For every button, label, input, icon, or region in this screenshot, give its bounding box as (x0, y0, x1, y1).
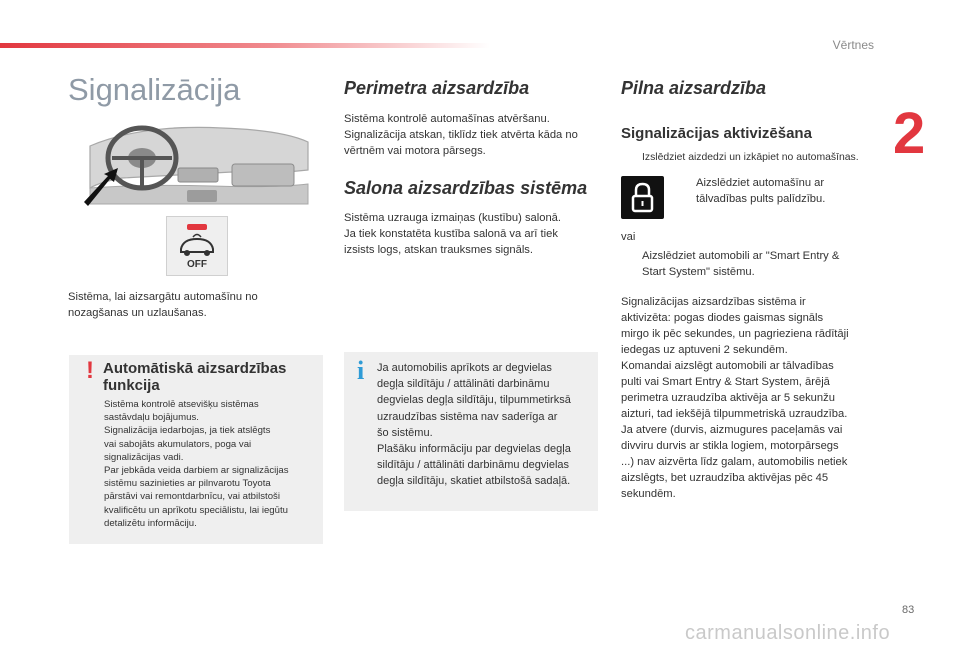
bullet-3-line-2: Start System" sistēmu. (642, 266, 755, 278)
paragraph-line: Ja atvere (durvis, aizmugures paceļamās vai (621, 424, 843, 436)
cabin-line-1: Sistēma uzrauga izmaiņas (kustību) salonā. (344, 212, 562, 224)
chapter-number: 2 (893, 101, 926, 166)
alarm-off-button-illustration (166, 216, 228, 276)
paragraph-line: aktivizēta: pogas diodes gaismas signāls (621, 312, 824, 324)
paragraph-line: pulti vai Smart Entry & Start System, ārējā (621, 376, 830, 388)
off-label: OFF (187, 259, 207, 270)
perimeter-line-3: vērtnēm vai motora pārsegs. (344, 145, 486, 157)
perimeter-line-1: Sistēma kontrolē automašīnas atvēršanu. (344, 113, 550, 125)
bullet-2-line-2: tālvadības pults palīdzību. (696, 193, 826, 205)
bullet-3-line-1: Aizslēdziet automobili ar "Smart Entry & (642, 250, 840, 262)
paragraph-line: mirgo ik pēc sekundes, un pagrieziena rādītāji (621, 328, 849, 340)
paragraph-line: Signalizācijas aizsardzības sistēma ir (621, 296, 806, 308)
paragraph-line: iedegas uz aptuveni 2 sekundēm. (621, 344, 788, 356)
info-text: Ja automobilis aprīkots ar degvielas degļa sildītāju / attālināti darbināmu degvielas degļa sildītāju, tilpummetirksā uzraudzības sistēma nav saderīga ar šo sistēmu. Plašāku informāciju par degvielas degļa sildītāju / attālināti darbināmu degvielas degļa sildītāju, skatiet atbilstošā sadaļā. (377, 362, 571, 488)
cabin-line-2: Ja tiek konstatēta kustība salonā va arī tiek (344, 228, 558, 240)
alarm-caption-line-2: nozagšanas un uzlaušanas. (68, 307, 207, 319)
info-icon: i (357, 356, 365, 385)
alarm-caption-line-1: Sistēma, lai aizsargātu automašīnu no (68, 291, 258, 303)
watermark[interactable]: carmanualsonline.info (685, 622, 891, 644)
paragraph-line: sekundēm. (621, 488, 676, 500)
page-title: Signalizācija (68, 72, 241, 107)
paragraph-line: perimetra uzraudzība aktivēja ar 5 sekunžu (621, 392, 835, 404)
alarm-off-icon (167, 217, 227, 275)
full-protection-title: Pilna aizsardzība (621, 78, 767, 98)
cabin-title: Salona aizsardzības sistēma (344, 178, 588, 198)
warning-text: Sistēma kontrolē atsevišķu sistēmas sastāvdaļu bojājumus. Signalizācija iedarbojas, ja tiek atslēgts vai sabojāts akumulators, poga vai signalizācijas vadi. Par jebkāda veida darbiem ar signalizācijas sistēmu sazinieties ar pilnvarotu Toyota pārstāvi vai remontdarbnīcu, vai atbilstoši kvalificētu un aprīkotu speciālistu, lai iegūtu detalizētu informāciju. (104, 399, 289, 529)
header-accent-bar (0, 43, 490, 48)
cabin-line-3: izsists logs, atskan trauksmes signāls. (344, 244, 534, 256)
page-number: 83 (902, 604, 915, 616)
paragraph-line: aizslēgts, bet uzraudzība aktivējas pēc 45 (621, 472, 829, 484)
warning-box (69, 355, 323, 544)
paragraph-line: divviru durvis ar stikla logiem, motorpārsegs (621, 440, 839, 452)
perimeter-title: Perimetra aizsardzība (344, 78, 530, 98)
activation-subtitle: Signalizācijas aktivizēšana (621, 125, 812, 142)
info-box (344, 352, 598, 511)
warning-icon: ! (86, 357, 94, 384)
chapter-name: Vērtnes (832, 38, 874, 52)
lock-icon (621, 176, 664, 219)
dashboard-illustration (82, 118, 312, 208)
lock-button-illustration (621, 176, 664, 219)
paragraph-line: ...) nav aizvērta līdz galam, automobilis netiek (621, 456, 848, 468)
warning-title: Automātiskā aizsardzības funkcija (103, 360, 287, 394)
paragraph-line: Komandai aizslēgt automobili ar tālvadības (621, 360, 834, 372)
or-text: vai (621, 231, 636, 243)
activation-paragraph (621, 294, 849, 502)
perimeter-line-2: Signalizācija atskan, tiklīdz tiek atvērta kāda no (344, 129, 578, 141)
bullet-2-line-1: Aizslēdziet automašīnu ar (696, 177, 825, 189)
bullet-1: Izslēdziet aizdedzi un izkāpiet no automašīnas. (642, 152, 859, 163)
paragraph-line: aizturi, tad iekšējā tilpummetriskā uzraudzība. (621, 408, 848, 420)
